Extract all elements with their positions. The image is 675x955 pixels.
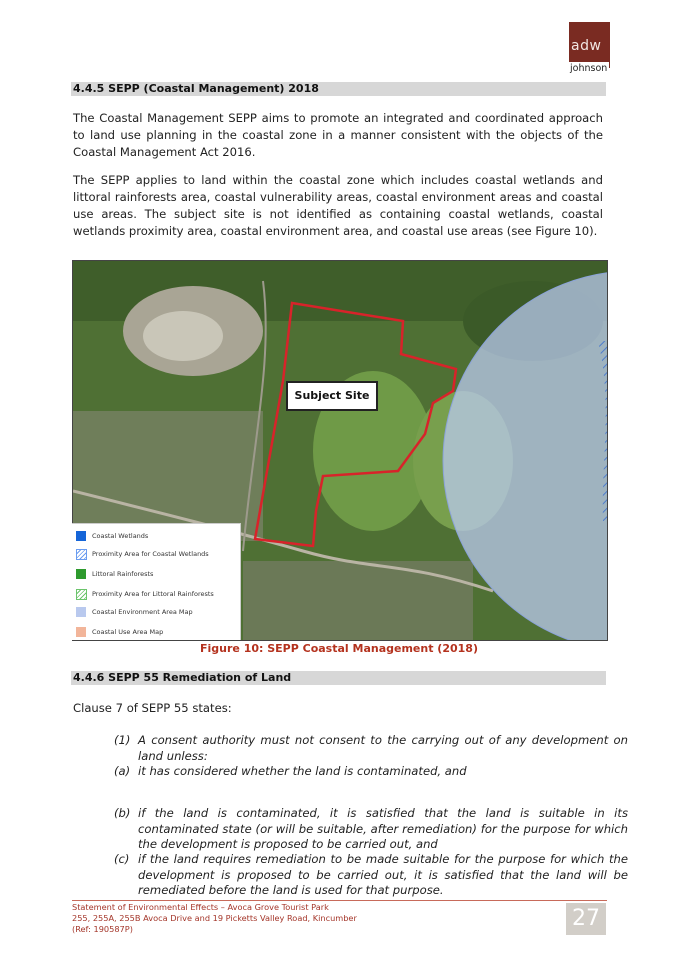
legend-swatch xyxy=(76,627,86,637)
logo-name: johnson xyxy=(570,63,608,74)
clause-text: if the land requires remediation to be made suitable for the purpose for which the development is proposed to be carried out, it is satisfied that the land will be remediated before the land is used for that purpose. xyxy=(138,852,628,897)
footer-text xyxy=(72,902,357,935)
section-heading-446: 4.4.6 SEPP 55 Remediation of Land xyxy=(71,671,606,685)
section-heading-445: 4.4.5 SEPP (Coastal Management) 2018 xyxy=(71,82,606,96)
paragraph-445-2: The SEPP applies to land within the coastal zone which includes coastal wetlands and littoral rainforests area, coastal vulnerability areas, coastal environment areas and coastal use areas. The subject site is not identified as containing coastal wetlands, coastal wetlands proximity area, coastal environment area, and coastal use areas (see Figure 10). xyxy=(73,173,603,238)
logo-mark xyxy=(569,22,609,62)
legend-swatch xyxy=(76,589,87,600)
legend-label: Coastal Wetlands xyxy=(92,532,149,540)
figure-caption: Figure 10: SEPP Coastal Management (2018) xyxy=(200,642,478,655)
paragraph-445-1: The Coastal Management SEPP aims to promote an integrated and coordinated approach to land use planning in the coastal zone in a manner consistent with the objects of the Coastal Management Act 2016. xyxy=(73,111,603,159)
clause-label: (a) xyxy=(114,764,131,778)
clause-label: (c) xyxy=(114,852,130,866)
footer-address: 255, 255A, 255B Avoca Drive and 19 Picketts Valley Road, Kincumber xyxy=(72,913,357,923)
legend-swatch xyxy=(76,549,87,560)
clause-text: A consent authority must not consent to the carrying out of any development on land unless: xyxy=(138,733,628,763)
legend-label: Proximity Area for Coastal Wetlands xyxy=(92,550,209,558)
footer-document-title: Statement of Environmental Effects – Avoca Grove Tourist Park xyxy=(72,902,329,912)
legend-swatch xyxy=(76,569,86,579)
logo-accent xyxy=(609,22,614,68)
clause-label: (1) xyxy=(114,733,131,747)
legend-label: Coastal Environment Area Map xyxy=(92,608,193,616)
legend-swatch xyxy=(76,607,86,617)
clause-text: if the land is contaminated, it is satisfied that the land is suitable in its contaminated state (or will be suitable, after remediation) for the purpose for which the development is proposed to be carried out, and xyxy=(138,806,628,851)
clause-text: it has considered whether the land is contaminated, and xyxy=(138,764,467,778)
company-logo xyxy=(569,22,615,74)
legend-label: Littoral Rainforests xyxy=(92,570,154,578)
map-legend xyxy=(72,523,241,640)
page-number: 27 xyxy=(566,903,606,935)
clause-intro: Clause 7 of SEPP 55 states: xyxy=(73,701,232,715)
legend-label: Proximity Area for Littoral Rainforests xyxy=(92,590,214,598)
footer-reference: (Ref: 190587P) xyxy=(72,924,133,934)
subject-site-label: Subject Site xyxy=(286,381,378,411)
legend-label: Coastal Use Area Map xyxy=(92,628,164,636)
logo-mark-text: adw xyxy=(571,38,602,54)
legend-swatch xyxy=(76,531,86,541)
clause-label: (b) xyxy=(114,806,131,820)
footer-divider xyxy=(72,900,607,901)
